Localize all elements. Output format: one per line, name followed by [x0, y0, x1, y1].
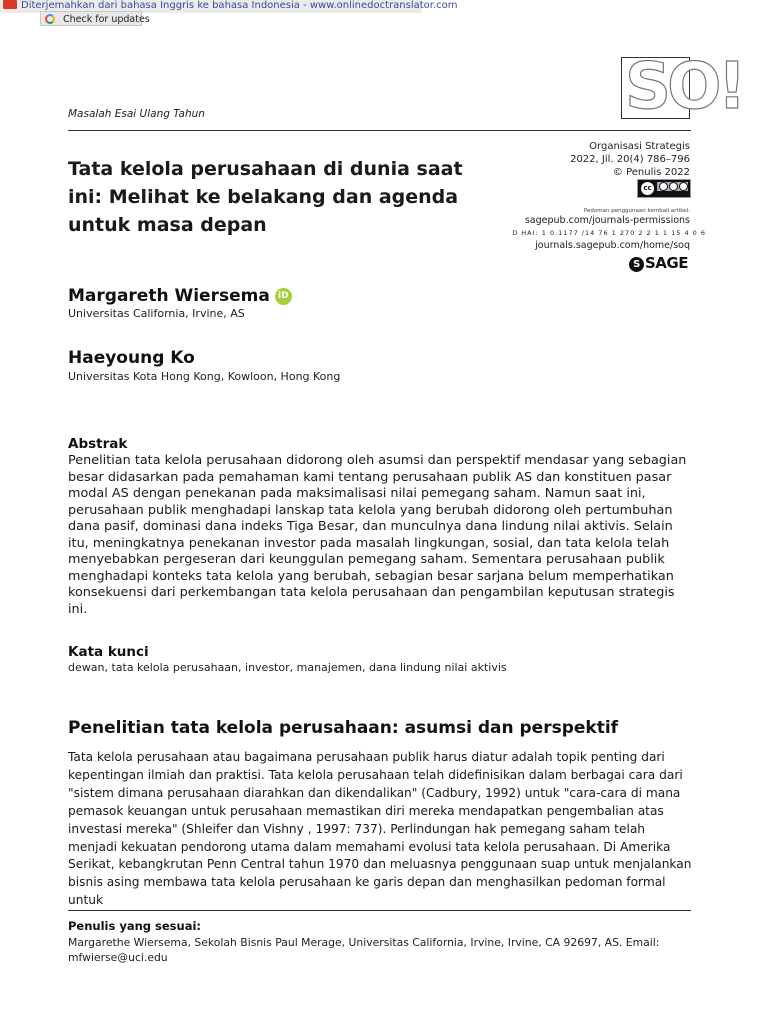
author-2-name: Haeyoung Ko	[68, 348, 195, 368]
journal-logo-text: SO!	[625, 50, 743, 124]
author-1-name: Margareth Wiersema	[68, 286, 270, 306]
journal-logo	[621, 50, 743, 124]
header-divider	[68, 130, 691, 131]
keywords-text: dewan, tata kelola perusahaan, investor, manajemen, dana lindung nilai aktivis	[68, 661, 507, 674]
journal-homepage-link[interactable]: journals.sagepub.com/home/soq	[535, 240, 690, 251]
doi[interactable]: D HAI: 1 0.1177 /14 76 1 270 2 2 1 1 15 4 0 6	[512, 229, 706, 237]
pdf-icon	[3, 0, 17, 9]
footer-divider	[68, 910, 691, 911]
series-label: Masalah Esai Ulang Tahun	[68, 108, 205, 120]
copyright: © Penulis 2022	[612, 167, 690, 178]
author-1-affiliation: Universitas California, Irvine, AS	[68, 307, 245, 320]
check-for-updates-button[interactable]	[40, 11, 150, 26]
reuse-guidelines: Pedoman penggunaan kembali artikel:	[583, 208, 690, 214]
journal-citation: 2022, Jil. 20(4) 786–796	[570, 154, 690, 165]
orcid-icon[interactable]: iD	[275, 288, 292, 305]
check-for-updates-label: Check for updates	[63, 14, 150, 25]
section-title: Penelitian tata kelola perusahaan: asumsi dan perspektif	[68, 718, 619, 738]
article-title: Tata kelola perusahaan di dunia saat ini: Melihat ke belakang dan agenda untuk masa depan	[68, 158, 463, 236]
author-name	[68, 286, 292, 306]
correspondence-label: Penulis yang sesuai:	[68, 919, 201, 933]
author-2-affiliation: Universitas Kota Hong Kong, Kowloon, Hong Kong	[68, 370, 341, 383]
journal-name: Organisasi Strategis	[589, 141, 690, 152]
update-icon	[45, 14, 55, 24]
translation-banner-text[interactable]: Diterjemahkan dari bahasa Inggris ke bahasa Indonesia - www.onlinedoctranslator.com	[21, 0, 458, 11]
correspondence-text: Margarethe Wiersema, Sekolah Bisnis Paul Merage, Universitas California, Irvine, Irvine, CA 92697, AS. Email: mfwierse@uci.edu	[68, 936, 660, 964]
publisher-name: SAGE	[645, 254, 688, 272]
permissions-link[interactable]: sagepub.com/journals-permissions	[524, 215, 690, 226]
cc-by-nc-icon	[657, 182, 688, 191]
cc-icon: cc	[641, 182, 654, 195]
abstract-text: Penelitian tata kelola perusahaan didorong oleh asumsi dan perspektif mendasar yang sebagian besar didasarkan pada pemahaman kami tentang perusahaan publik AS dan konstituen pasar modal AS dengan penekanan pada maksimalisasi nilai pemegang saham. Namun saat ini, perusahaan publik menghadapi lanskap tata kelola yang berubah didorong oleh pertumbuhan dana pasif, dominasi dana indeks Tiga Besar, dan munculnya dana lindung nilai aktivis. Selain itu, meningkatnya penekanan investor pada masalah lingkungan, sosial, dan tata kelola telah menyebabkan pergeseran dari keunggulan pemegang saham. Sementara perusahaan publik menghadapi konteks tata kelola yang berubah, sebagian besar sarjana belum memperhatikan konsekuensi dari perkembangan tata kelola perusahaan dan pengambilan keputusan strategis ini.	[68, 453, 687, 617]
abstract-heading: Abstrak	[68, 436, 128, 452]
publisher-logo	[629, 254, 688, 272]
keywords-heading: Kata kunci	[68, 644, 149, 660]
section-body: Tata kelola perusahaan atau bagaimana perusahaan publik harus diatur adalah topik penting dari kepentingan ilmiah dan praktisi. Tata kelola perusahaan telah didefinisikan dalam berbagai cara dari "sistem dimana perusahaan diarahkan dan dikendalikan" (Cadbury, 1992) untuk "cara-cara di mana pemasok keuangan untuk perusahaan memastikan diri mereka mendapatkan pengembalian atas investasi mereka" (Shleifer dan Vishny , 1997: 737). Perlindungan hak pemegang saham telah menjadi kekuatan pendorong utama dalam memahami evolusi tata kelola perusahaan. Di Amerika Serikat, kebangkrutan Penn Central tahun 1970 dan meluasnya penggunaan suap untuk menjalankan bisnis asing membawa tata kelola perusahaan ke garis depan dan menghasilkan pedoman formal untuk	[68, 750, 692, 908]
sage-icon: S	[629, 257, 644, 272]
creative-commons-badge[interactable]	[637, 179, 691, 198]
